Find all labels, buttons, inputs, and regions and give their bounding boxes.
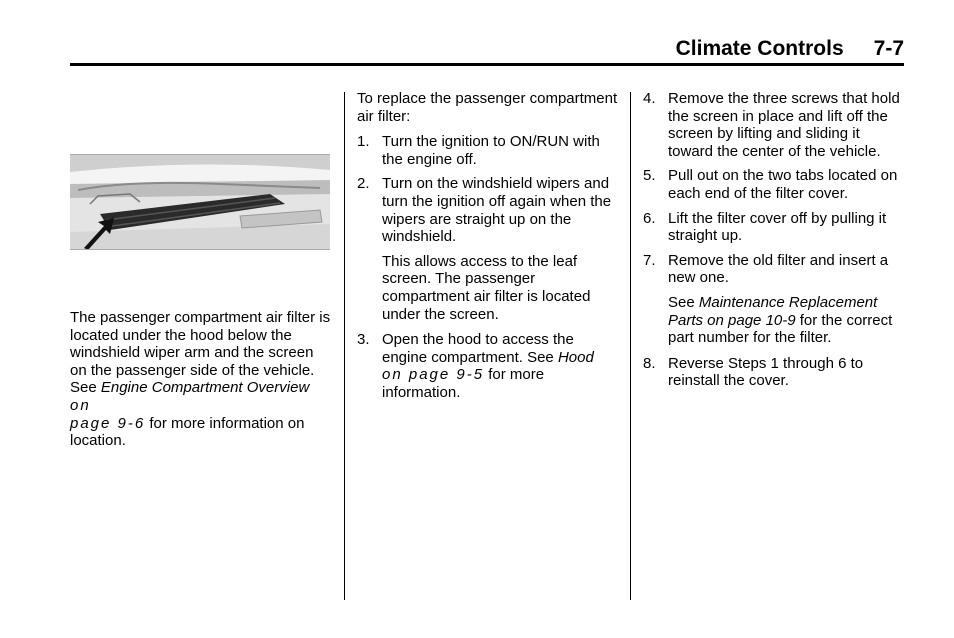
paragraph-text: for more information on location.: [70, 414, 305, 450]
filter-illustration-icon: [70, 154, 330, 250]
cross-reference-link[interactable]: Hood: [557, 348, 594, 366]
procedure-steps: [357, 331, 619, 401]
windshield-filter-location-illustration: [70, 154, 330, 250]
column-2: [357, 90, 619, 409]
step-text: for more information.: [382, 366, 545, 401]
step-text: Reverse Steps 1 through 6 to reinstall the cover.: [668, 354, 864, 390]
header-rule: [70, 63, 904, 66]
note-text: See: [668, 293, 699, 311]
procedure-intro: To replace the passenger compartment air filter:: [357, 90, 618, 125]
step-text: Lift the filter cover off by pulling it straight up.: [668, 209, 887, 245]
cross-reference-on: on: [70, 396, 91, 414]
list-item: [357, 331, 619, 401]
page-header: [0, 0, 954, 70]
step-number: 7.: [643, 251, 656, 269]
running-head: [676, 37, 904, 61]
step-note: This allows access to the leaf screen. The passenger compartment air filter is located under the screen.: [382, 252, 591, 323]
step-number: 5.: [643, 167, 656, 185]
procedure-steps: [643, 90, 905, 287]
step-text: Open the hood to access the engine compartment. See: [382, 331, 574, 366]
list-item: [357, 133, 619, 168]
note-text: for the correct part number for the filter.: [668, 311, 893, 347]
list-item: [643, 210, 905, 245]
step-text: Remove the three screws that hold the screen in place and lift off the screen by lifting and sliding it toward the center of the vehicle.: [668, 90, 900, 160]
filter-location-paragraph: [70, 309, 332, 450]
step-text: Remove the old filter and insert a new one.: [668, 251, 889, 287]
section-title: Climate Controls: [675, 37, 844, 60]
list-item: [643, 167, 905, 202]
list-item: [357, 175, 619, 245]
step-number: 2.: [357, 175, 370, 193]
step-text: Turn on the windshield wipers and turn the ignition off again when the wipers are straight up on the windshield.: [382, 175, 612, 246]
step-number: 4.: [643, 90, 656, 107]
step-text: Pull out on the two tabs located on each end of the filter cover.: [668, 167, 898, 202]
step-text: Turn the ignition to ON/RUN with the engine off.: [382, 133, 600, 168]
procedure-steps: [643, 355, 905, 390]
procedure-steps: [357, 133, 619, 246]
step-number: 1.: [357, 133, 370, 151]
step-number: 8.: [643, 354, 656, 372]
column-3: [643, 90, 905, 397]
cross-reference-link[interactable]: Maintenance Replacement Parts: [668, 293, 878, 329]
step-number: 6.: [643, 209, 656, 227]
list-item: [643, 355, 905, 390]
cross-reference-page[interactable]: on page 9-5: [382, 366, 485, 384]
column-divider: [630, 92, 631, 600]
step-note: [643, 294, 905, 347]
paragraph-text: The passenger compartment air filter is located under the hood below the windshield wiper arm and the screen on the passenger side of the vehicle. See: [70, 309, 331, 397]
cross-reference-page[interactable]: on page 10-9: [703, 311, 796, 329]
cross-reference-link[interactable]: Engine Compartment Overview: [100, 379, 310, 397]
cross-reference-page[interactable]: page 9-6: [70, 414, 146, 432]
step-number: 3.: [357, 331, 370, 349]
list-item: [643, 90, 905, 160]
page-number: 7-7: [873, 37, 904, 60]
list-item: [643, 252, 905, 287]
column-divider: [344, 92, 345, 600]
